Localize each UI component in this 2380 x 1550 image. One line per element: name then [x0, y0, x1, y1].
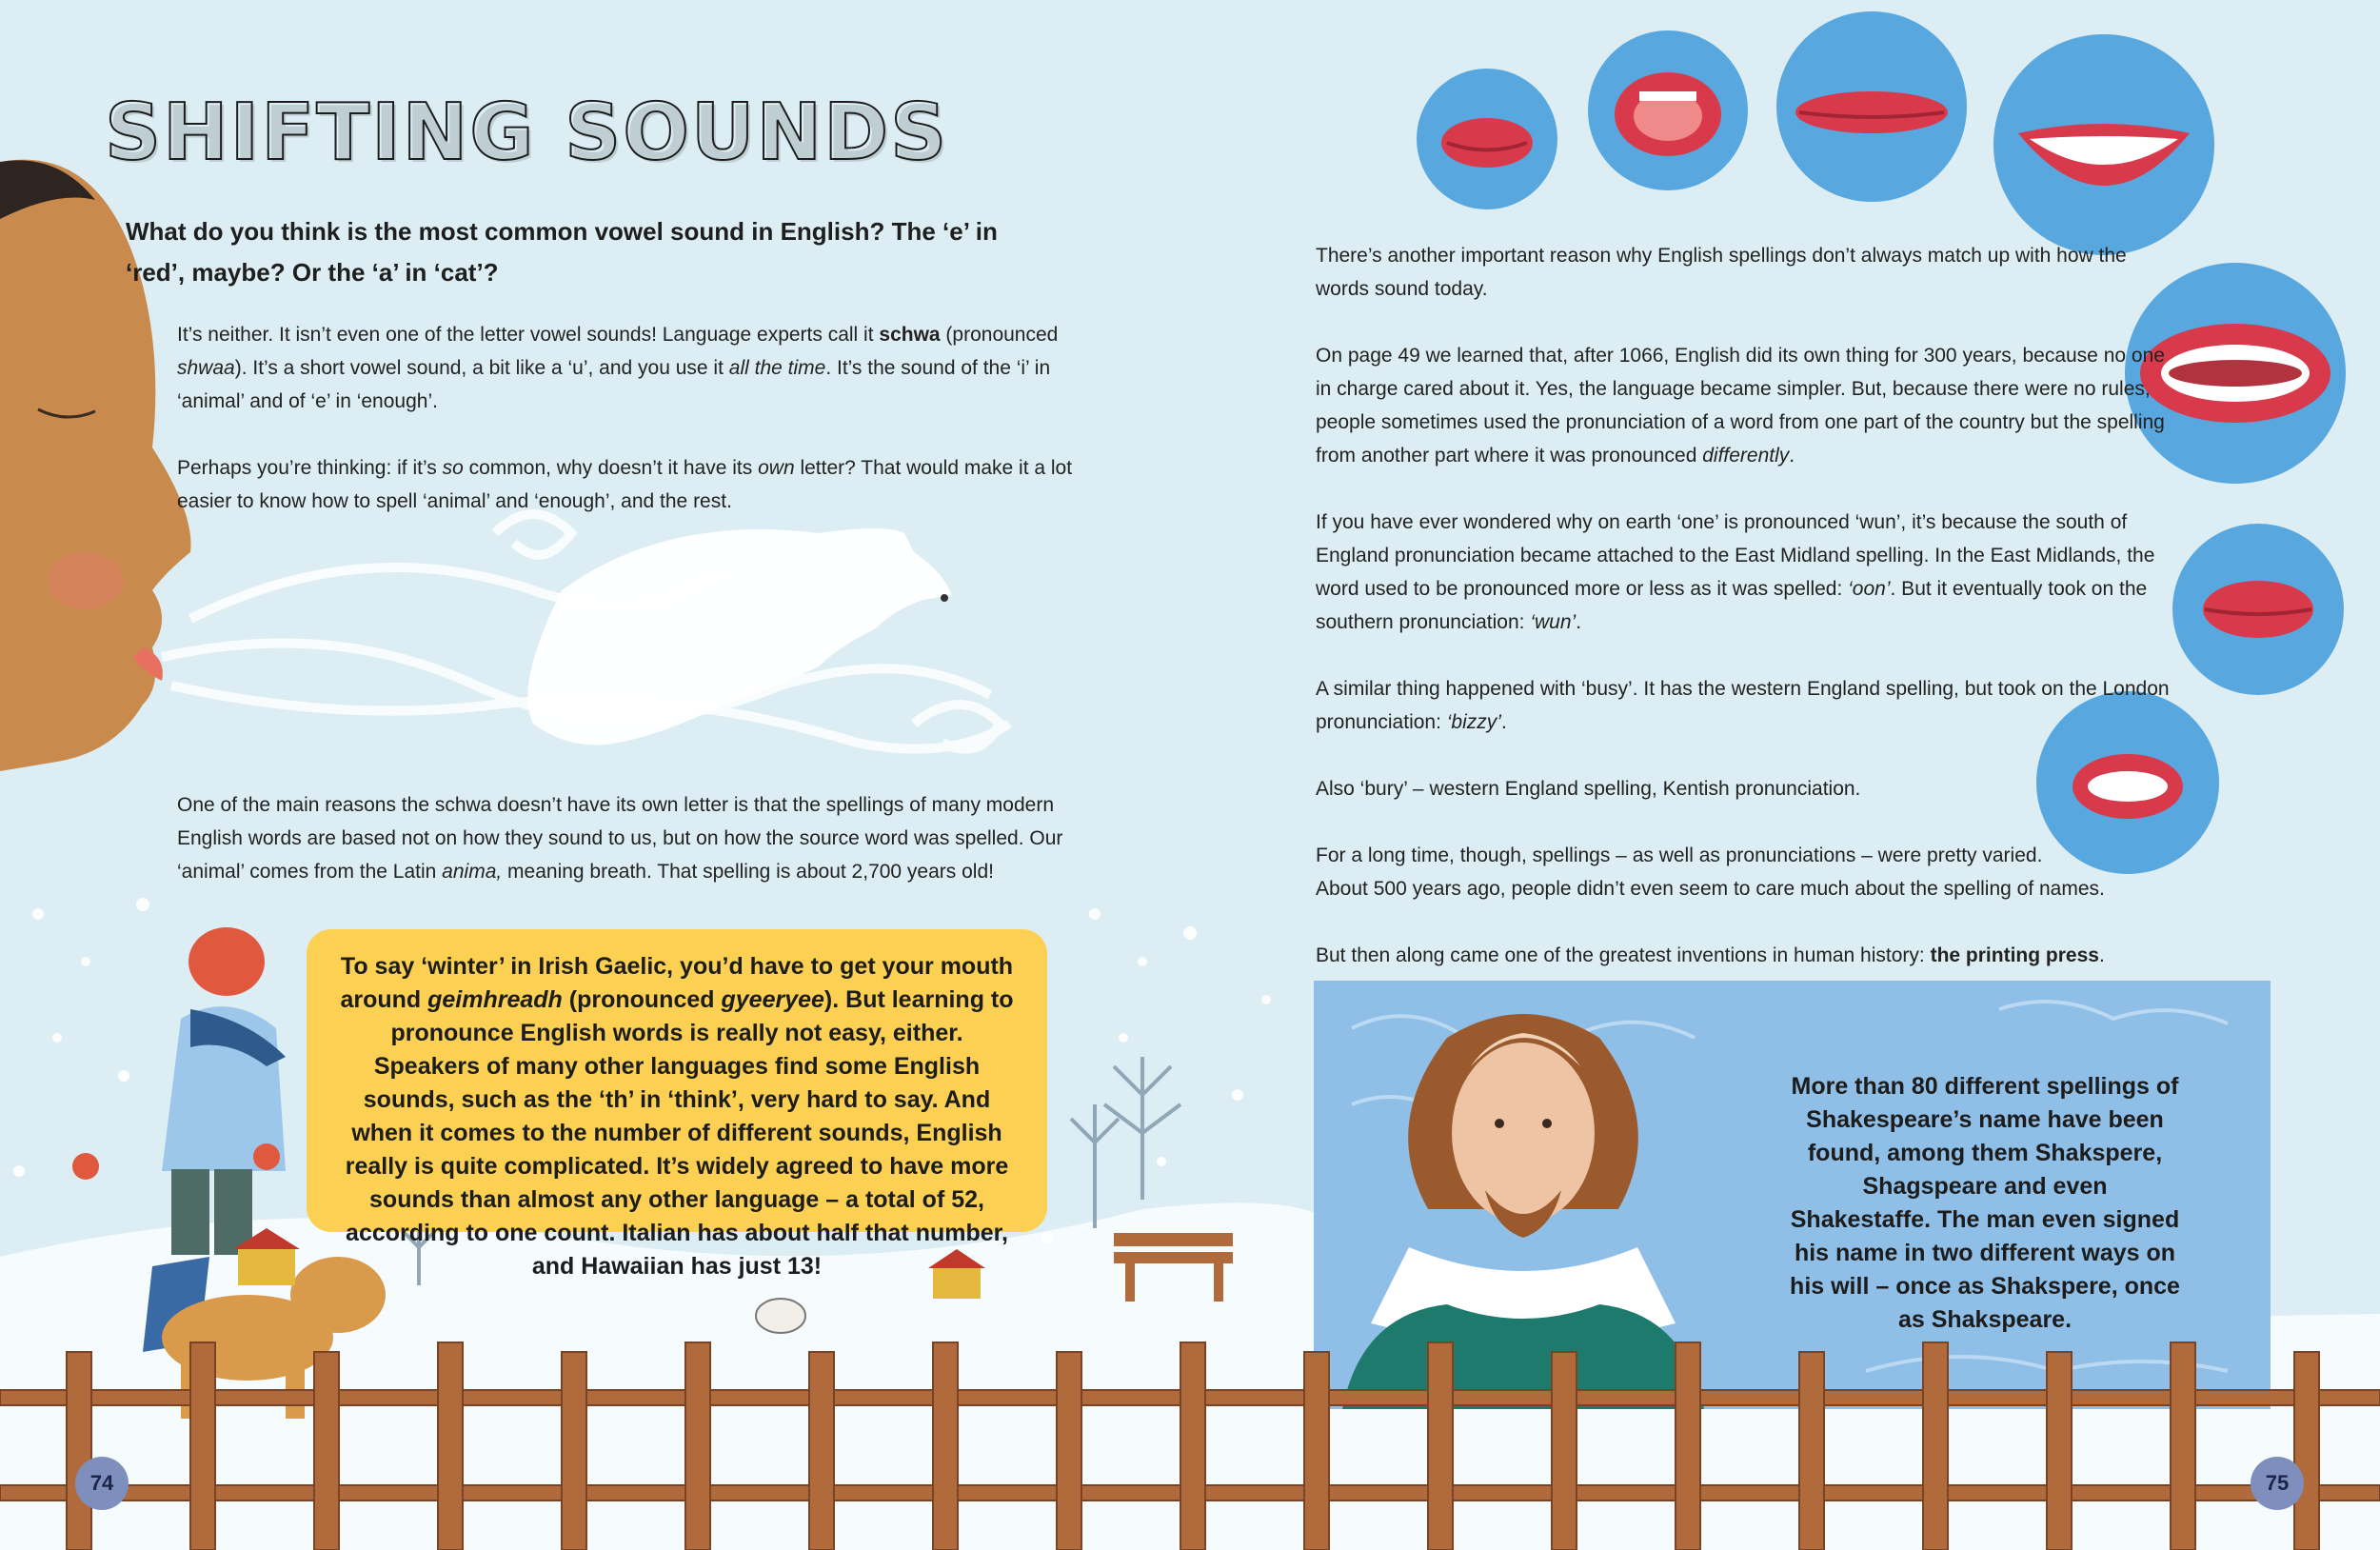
paragraph-1066: On page 49 we learned that, after 1066, English did its own thing for 300 years, because no one in charge cared about it. Yes, the language became simpler. But, because there were no rules, people sometimes used the pronunciation of a word from one part of the country but the spelling from another part where it was pronounced differently. — [1316, 345, 2165, 467]
page-number-left: 74 — [75, 1457, 129, 1510]
paragraph-spelling-source: One of the main reasons the schwa doesn’t have its own letter is that the spellings of many modern English words are based not on how they sound to us, but on how the source word was spelled. Our ‘animal’ comes from the Latin anima, meaning breath. That spelling is about 2,700 years old! — [177, 794, 1063, 883]
left-intro-text — [177, 318, 1081, 551]
left-lower-text — [177, 788, 1081, 922]
paragraph-one-wun: If you have ever wondered why on earth ‘one’ is pronounced ‘wun’, it’s because the south of England pronunciation became attached to the East Midland spelling. In the East Midlands, the word used to be pronounced more or less as it was spelled: ‘oon’. But it eventually took on the southern pronunciation: ‘wun’. — [1316, 511, 2155, 633]
paragraph-own-letter: Perhaps you’re thinking: if it’s so common, why doesn’t it have its own letter? That would make it a lot easier to know how to spell ‘animal’ and ‘enough’, and the rest. — [177, 457, 1073, 512]
bird — [756, 1299, 805, 1333]
shakespeare-caption: More than 80 different spellings of Shakespeare’s name have been found, among them Shakspere, Shagspeare and even Shakestaffe. The man even signed his name in two different ways on his will – once as Shakspere, once as Shakspeare. — [1790, 1073, 2180, 1333]
page-title: SHIFTING SOUNDS — [105, 88, 949, 178]
page-number-right: 75 — [2251, 1457, 2304, 1510]
paragraph-busy: A similar thing happened with ‘busy’. It has the western England spelling, but took on the London pronunciation: ‘bizzy’. — [1316, 678, 2170, 733]
paragraph-schwa: It’s neither. It isn’t even one of the letter vowel sounds! Language experts call it schwa (pronounced shwaa). It’s a short vowel sound, a bit like a ‘u’, and you use it all the time. It’s the sound of the ‘i’ in ‘animal’ and of ‘e’ in ‘enough’. — [177, 324, 1059, 412]
paragraph-varied: For a long time, though, spellings – as well as pronunciations – were pretty varied. About 500 years ago, people didn’t even seem to care much about the spelling of names. — [1316, 845, 2105, 900]
paragraph-printing-press: But then along came one of the greatest inventions in human history: the printing press. — [1316, 944, 2105, 966]
paragraph-bury: Also ‘bury’ – western England spelling, Kentish pronunciation. — [1316, 778, 1861, 800]
lead-question: What do you think is the most common vowel sound in English? The ‘e’ in ‘red’, maybe? Or the ‘a’ in ‘cat’? — [126, 217, 998, 287]
paragraph-reason: There’s another important reason why English spellings don’t always match up with how the words sound today. — [1316, 245, 2127, 300]
right-page-text — [1316, 239, 2172, 1005]
fact-box-irish-gaelic: To say ‘winter’ in Irish Gaelic, you’d have to get your mouth around geimhreadh (pronounced gyeeryee). But learning to pronounce English words is really not easy, either. Speakers of many other languages find some English sounds, such as the ‘th’ in ‘think’, very hard to say. And when it comes to the number of different sounds, English really is quite complicated. It’s widely agreed to have more sounds than almost any other language – a total of 52, according to one count. Italian has about half that number, and Hawaiian has just 13! — [307, 929, 1047, 1232]
